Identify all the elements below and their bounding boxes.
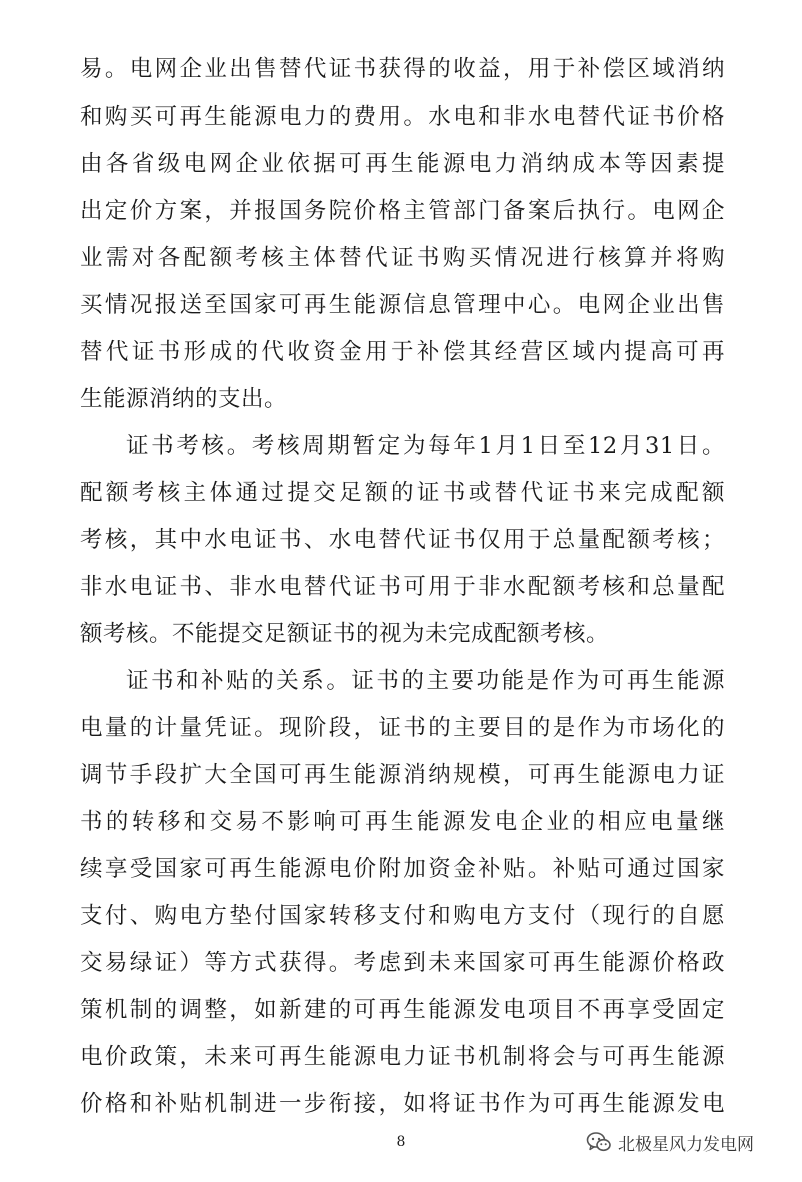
text-line: 额考核。不能提交足额证书的视为未完成配额考核。 xyxy=(80,621,610,647)
text-line: 交易绿证）等方式获得。考虑到未来国家可再生能源价格政 xyxy=(80,950,725,976)
watermark-text: 北极星风力发电网 xyxy=(618,1134,754,1155)
text-line: 业需对各配额考核主体替代证书购买情况进行核算并将购 xyxy=(80,245,725,271)
text-line: 证书和补贴的关系。证书的主要功能是作为可再生能源 xyxy=(126,668,725,694)
text-line: 支付、购电方垫付国家转移支付和购电方支付（现行的自愿 xyxy=(80,903,725,929)
page-number: 8 xyxy=(396,1134,406,1150)
text-line: 替代证书形成的代收资金用于补偿其经营区域内提高可再 xyxy=(80,339,725,365)
text-line: 书的转移和交易不影响可再生能源发电企业的相应电量继 xyxy=(80,809,725,835)
text-line: 买情况报送至国家可再生能源信息管理中心。电网企业出售 xyxy=(80,292,725,318)
text-line: 和购买可再生能源电力的费用。水电和非水电替代证书价格 xyxy=(80,104,725,130)
text-line: 续享受国家可再生能源电价附加资金补贴。补贴可通过国家 xyxy=(80,856,725,882)
text-line: 考核，其中水电证书、水电替代证书仅用于总量配额考核； xyxy=(80,527,725,553)
text-line: 出定价方案，并报国务院价格主管部门备案后执行。电网企 xyxy=(80,198,725,224)
text-line: 调节手段扩大全国可再生能源消纳规模，可再生能源电力证 xyxy=(80,762,725,788)
text-line: 电量的计量凭证。现阶段，证书的主要目的是作为市场化的 xyxy=(80,715,725,741)
text-line: 生能源消纳的支出。 xyxy=(80,386,288,412)
text-line: 易。电网企业出售替代证书获得的收益，用于补偿区域消纳 xyxy=(80,56,725,82)
wechat-icon xyxy=(586,1130,612,1154)
text-line: 证书考核。考核周期暂定为每年1月1日至12月31日。 xyxy=(126,433,725,459)
text-line: 价格和补贴机制进一步衔接，如将证书作为可再生能源发电 xyxy=(80,1091,725,1117)
text-line: 配额考核主体通过提交足额的证书或替代证书来完成配额 xyxy=(80,480,725,506)
text-line: 电价政策，未来可再生能源电力证书机制将会与可再生能源 xyxy=(80,1044,725,1070)
text-line: 策机制的调整，如新建的可再生能源发电项目不再享受固定 xyxy=(80,997,725,1023)
text-line: 由各省级电网企业依据可再生能源电力消纳成本等因素提 xyxy=(80,151,725,177)
text-line: 非水电证书、非水电替代证书可用于非水配额考核和总量配 xyxy=(80,574,725,600)
watermark xyxy=(586,1128,754,1156)
